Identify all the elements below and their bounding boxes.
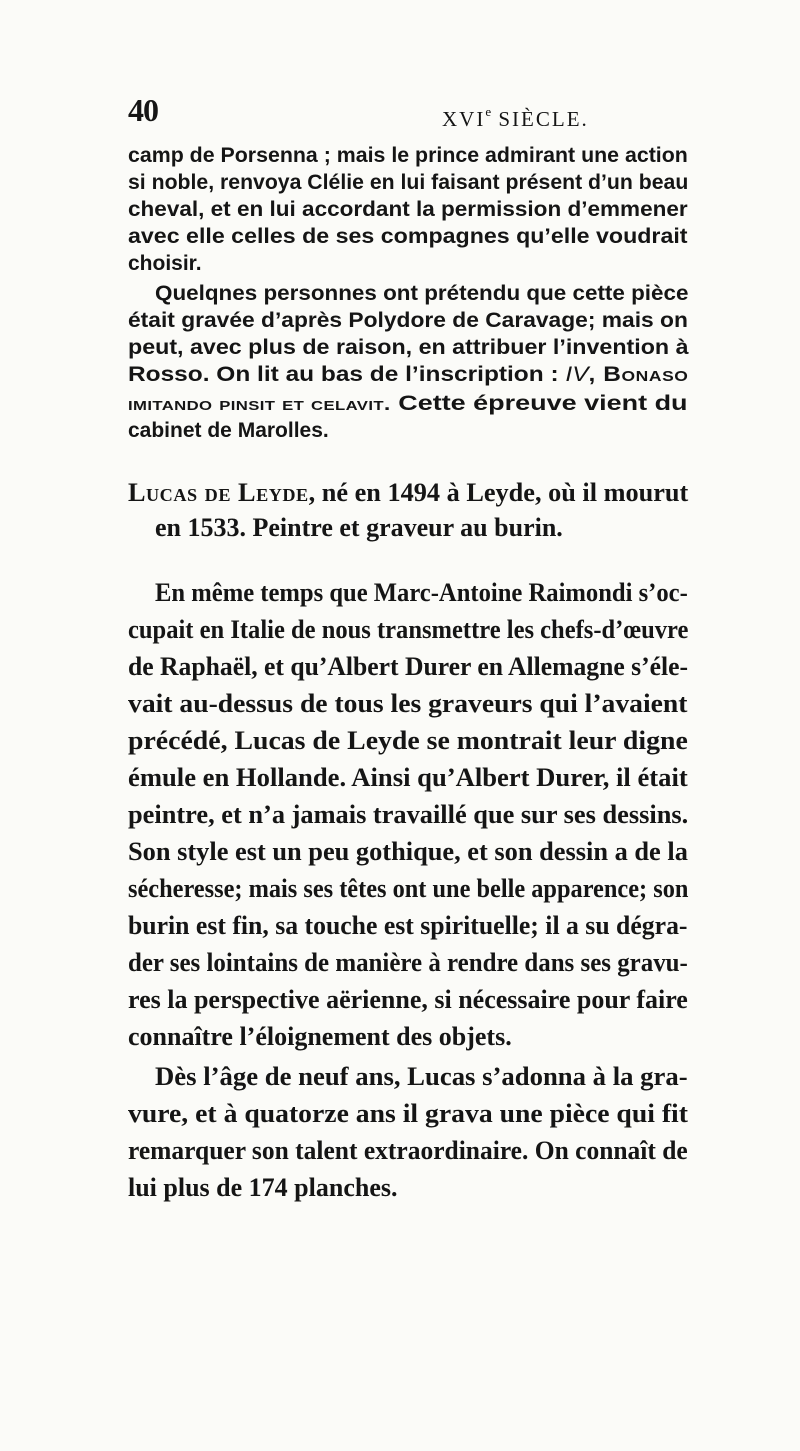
text-line: cabinet de Marolles.: [128, 419, 329, 442]
text-line: der ses lointains de manière à rendre dans ses gravu-: [128, 948, 688, 977]
inscription-italic: IV: [565, 363, 589, 386]
text-line: précédé, Lucas de Leyde se montrait leur digne: [128, 726, 688, 755]
text-line: peut, avec plus de raison, en attribuer l’invention à: [128, 336, 689, 359]
running-head-title: SIÈCLE.: [491, 107, 589, 131]
text-line: Dès l’âge de neuf ans, Lucas s’adonna à la gra-: [155, 1062, 688, 1091]
entry-heading: [128, 480, 688, 506]
text-line: peintre, et n’a jamais travaillé que sur ses dessins.: [128, 800, 689, 829]
text-line: En même temps que Marc-Antoine Raimondi s’oc-: [155, 578, 688, 607]
entry-name: Lucas de Leyde: [128, 478, 309, 507]
entry-heading-line: en 1533. Peintre et graveur au burin.: [155, 513, 563, 542]
page-header: [128, 92, 688, 132]
text-line: était gravée d’après Polydore de Caravage; mais on: [128, 309, 688, 332]
page-number: 40: [128, 92, 158, 128]
text-line: camp de Porsenna ; mais le prince admirant une action: [128, 144, 688, 167]
text-line: burin est fin, sa touche est spirituelle; il a su dégra-: [128, 911, 688, 940]
text-line: sécheresse; mais ses têtes ont une belle apparence; son: [128, 874, 689, 903]
inscription-text: imitando pinsit et celavit.: [128, 394, 391, 414]
text-line: Son style est un peu gothique, et son dessin a de la: [128, 837, 688, 866]
text-line: de Raphaël, et qu’Albert Durer en Allemagne s’éle-: [128, 652, 689, 681]
text-line: vure, et à quatorze ans il grava une pièce qui fit: [128, 1099, 688, 1128]
text-line: remarquer son talent extraordinaire. On connaît de: [128, 1136, 688, 1165]
text-line: [128, 364, 688, 385]
text-line: choisir.: [128, 252, 202, 275]
text-span: Rosso. On lit au bas de l’inscription :: [128, 363, 559, 386]
text-line: vait au-dessus de tous les graveurs qui l’avaient: [128, 689, 688, 718]
text-line: cheval, et en lui accordant la permission d’emmener: [128, 198, 688, 221]
text-line: [128, 393, 688, 414]
text-line: res la perspective aërienne, si nécessaire pour faire: [128, 985, 688, 1014]
running-head-century: XVI: [442, 107, 486, 131]
text-line: avec elle celles de ses compagnes qu’elle voudrait: [128, 225, 688, 248]
text-line: émule en Hollande. Ainsi qu’Albert Durer, il était: [128, 763, 688, 792]
text-line: lui plus de 174 planches.: [128, 1173, 398, 1202]
text-span: Cette épreuve vient du: [390, 392, 688, 415]
text-line: Quelqnes personnes ont prétendu que cette pièce: [155, 282, 689, 305]
running-head: [442, 106, 589, 132]
text-line: si noble, renvoya Clélie en lui faisant présent d’un beau: [128, 171, 689, 194]
inscription-name: , Bonaso: [588, 363, 689, 386]
running-head-superscript: e: [485, 104, 492, 119]
text-span: , né en 1494 à Leyde, où il mourut: [308, 478, 689, 507]
text-line: connaître l’éloignement des objets.: [128, 1022, 512, 1051]
text-line: cupait en Italie de nous transmettre les chefs-d’œuvre: [128, 615, 689, 644]
